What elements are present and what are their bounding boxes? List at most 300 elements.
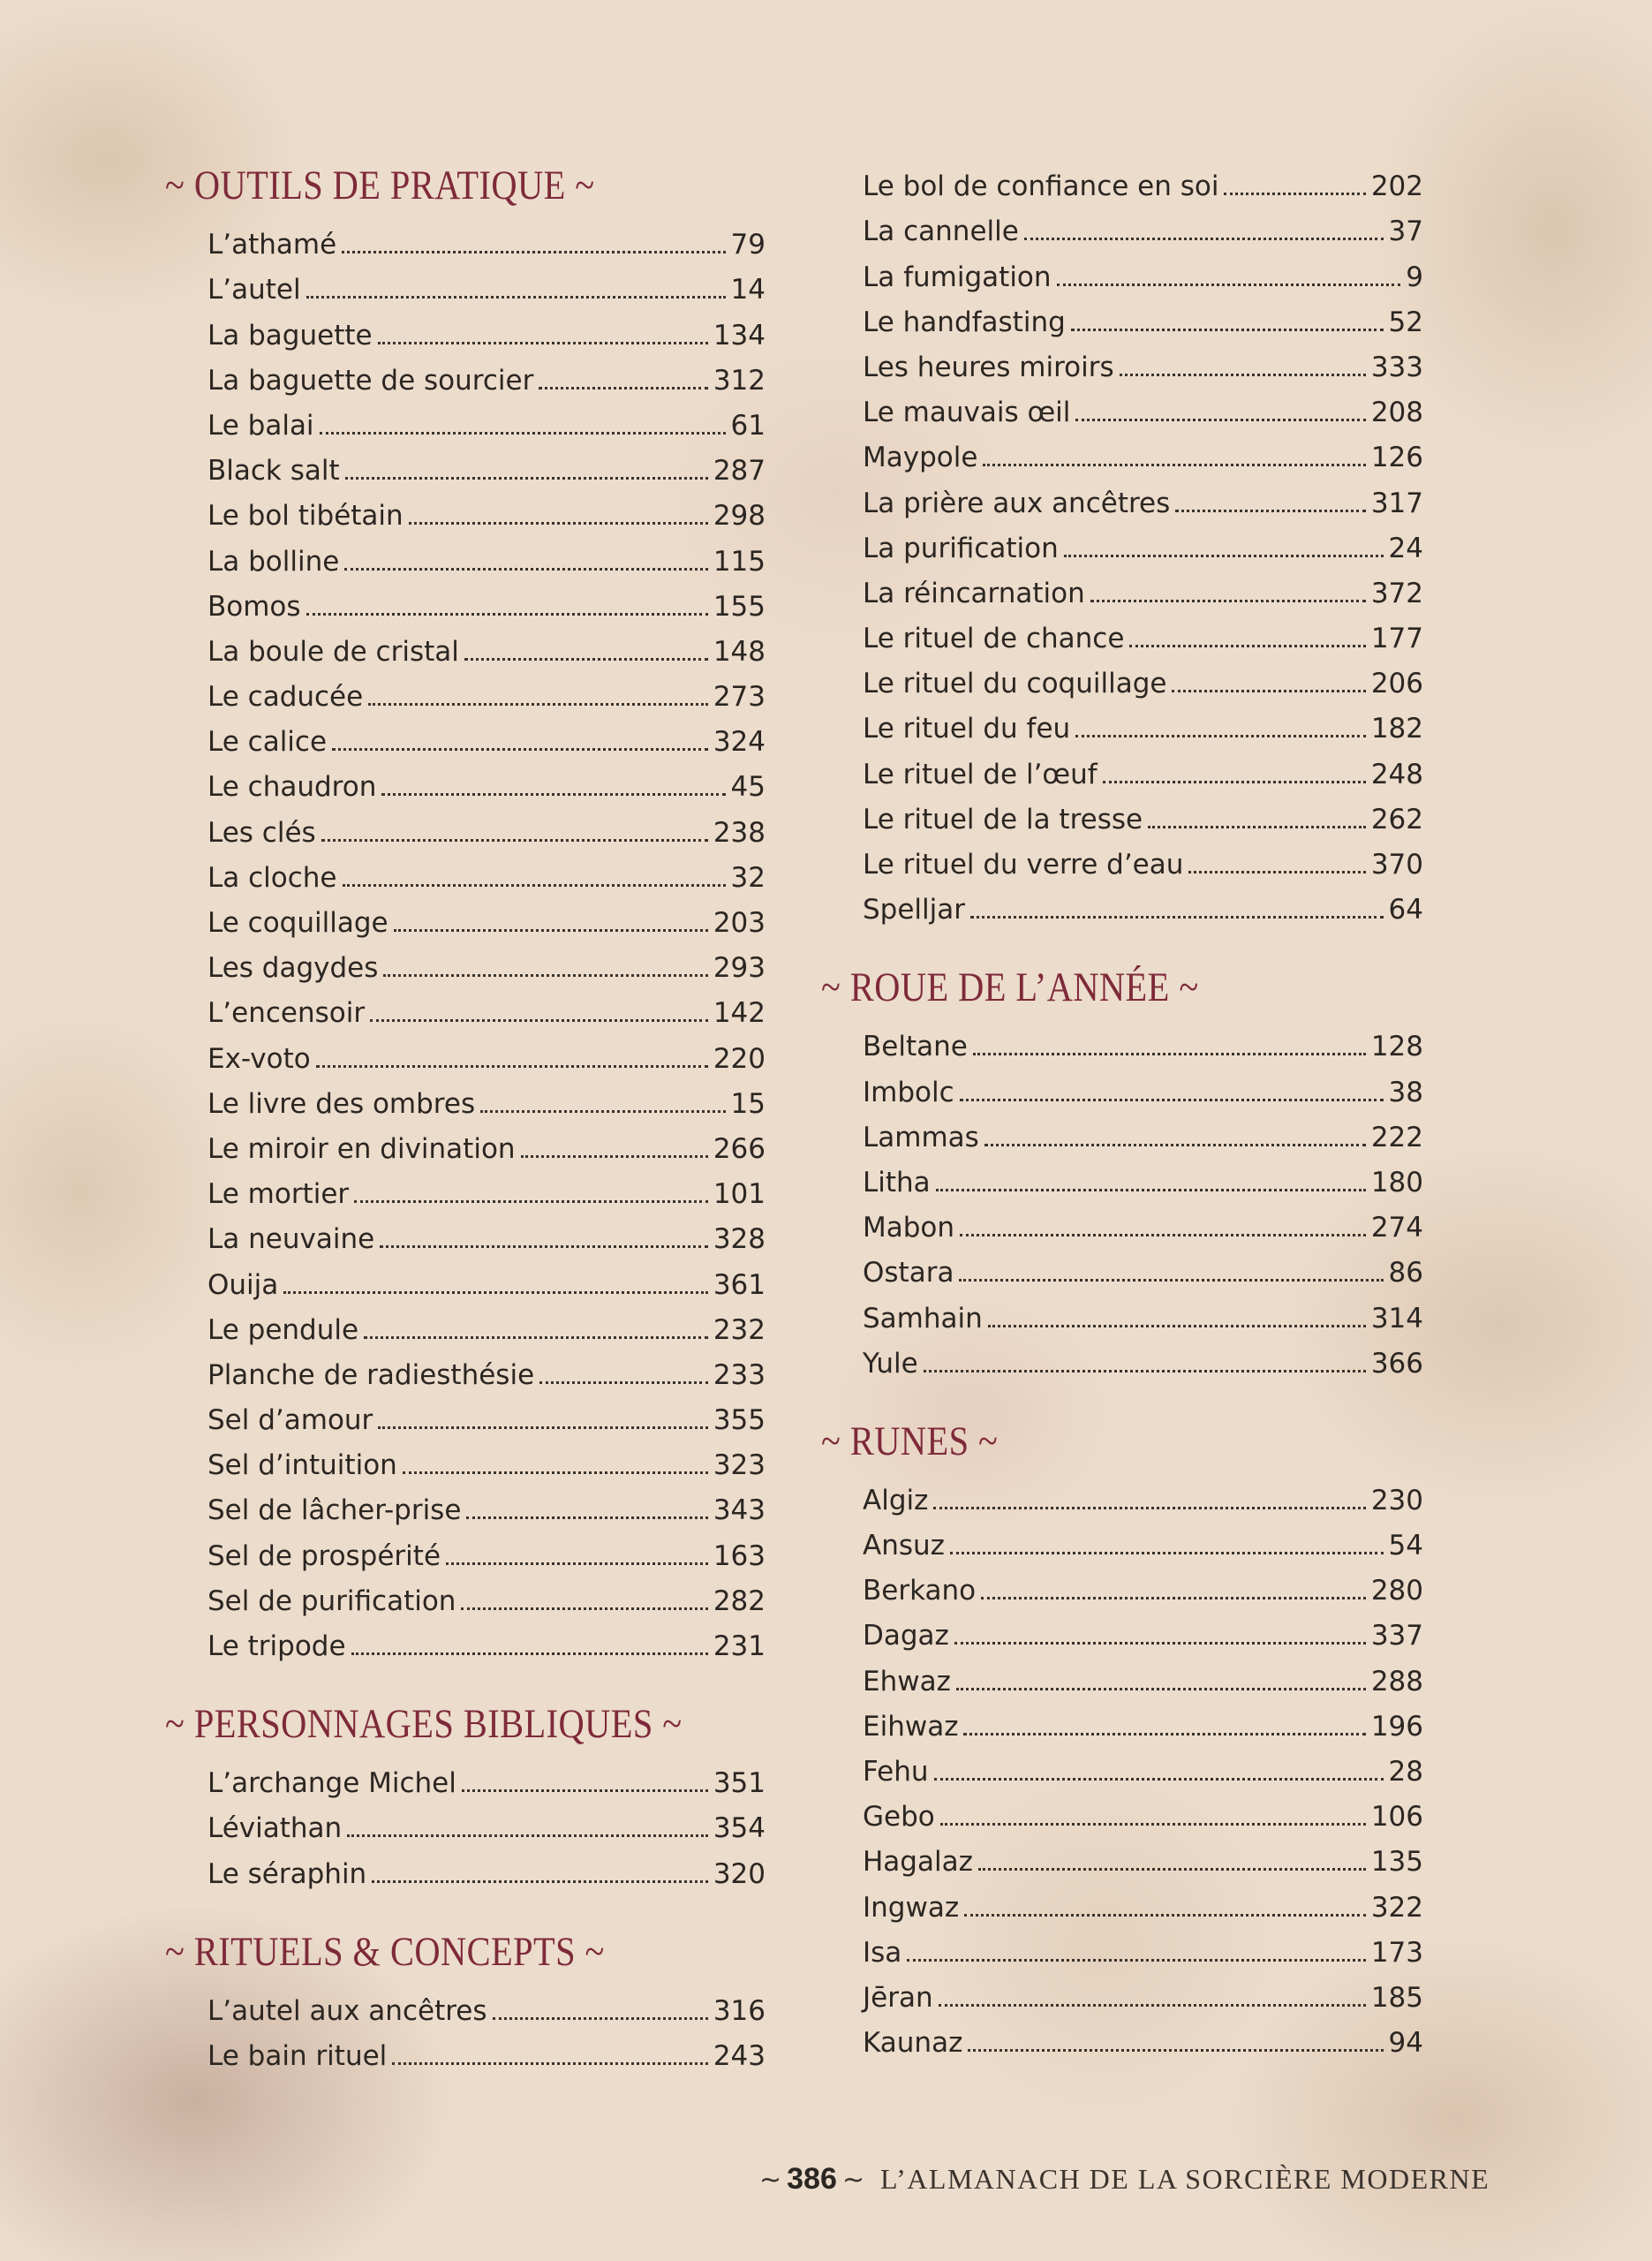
entry-page-number: 37 <box>1388 216 1423 248</box>
entry-name: Le mortier <box>207 1178 350 1211</box>
entry-page-number: 54 <box>1388 1530 1423 1562</box>
index-entry <box>207 1077 766 1122</box>
entry-name: Kaunaz <box>863 2027 963 2060</box>
entry-name: L’encensoir <box>207 997 366 1030</box>
index-entry <box>207 1483 766 1528</box>
index-entry <box>863 1699 1423 1744</box>
entry-page-number: 324 <box>713 726 766 759</box>
index-entry <box>207 217 766 262</box>
entry-page-number: 24 <box>1388 532 1423 564</box>
entry-name: Berkano <box>863 1575 977 1607</box>
entry-name: Le rituel de l’œuf <box>863 758 1098 790</box>
dot-leader <box>378 342 708 344</box>
section-title: ~ RITUELS & CONCEPTS ~ <box>165 1928 605 1975</box>
entry-page-number: 101 <box>713 1178 766 1211</box>
entry-name: La prière aux ancêtres <box>863 487 1171 519</box>
entry-page-number: 185 <box>1370 1981 1423 2014</box>
entry-name: La baguette de sourcier <box>207 364 534 397</box>
entry-name: Le bol de confiance en soi <box>863 170 1219 203</box>
entry-name: Gebo <box>863 1801 935 1834</box>
entry-page-number: 148 <box>713 635 766 668</box>
entry-name: Les heures miroirs <box>863 351 1114 383</box>
entry-page-number: 177 <box>1370 623 1423 655</box>
dot-leader <box>1129 645 1365 647</box>
entry-name: Planche de radiesthésie <box>207 1358 535 1391</box>
entry-page-number: 370 <box>1370 849 1423 881</box>
index-entry <box>207 1393 766 1438</box>
entry-page-number: 262 <box>1370 803 1423 836</box>
index-entry <box>207 1801 766 1846</box>
dot-leader <box>461 1607 707 1610</box>
entry-page-number: 9 <box>1406 261 1423 293</box>
index-entry <box>863 1200 1423 1245</box>
entry-name: Les clés <box>207 816 316 849</box>
index-list <box>207 1756 766 1892</box>
index-entry <box>863 340 1423 385</box>
entry-page-number: 366 <box>1370 1347 1423 1380</box>
dot-leader <box>347 1834 708 1837</box>
entry-name: Le chaudron <box>207 771 377 804</box>
index-entry <box>207 1257 766 1302</box>
index-entry <box>863 1290 1423 1335</box>
dot-leader <box>1172 690 1365 692</box>
index-entry <box>863 475 1423 520</box>
dot-leader <box>1057 284 1401 286</box>
dot-leader <box>480 1110 725 1113</box>
index-entry <box>207 1574 766 1619</box>
index-entry <box>863 1879 1423 1924</box>
dot-leader <box>466 1516 707 1519</box>
index-entry <box>207 262 766 307</box>
dot-leader <box>960 1234 1366 1236</box>
entry-page-number: 180 <box>1370 1166 1423 1199</box>
entry-name: Algiz <box>863 1484 929 1516</box>
index-entry <box>207 488 766 533</box>
entry-name: La réincarnation <box>863 577 1085 609</box>
entry-page-number: 134 <box>713 319 766 352</box>
dot-leader <box>403 1471 708 1474</box>
entry-page-number: 208 <box>1370 397 1423 429</box>
entry-page-number: 298 <box>713 500 766 533</box>
book-title: L’ALMANACH DE LA SORCIÈRE MODERNE <box>880 2163 1490 2195</box>
entry-page-number: 173 <box>1370 1936 1423 1969</box>
entry-page-number: 222 <box>1370 1121 1423 1153</box>
index-entry <box>863 746 1423 791</box>
entry-page-number: 106 <box>1370 1801 1423 1834</box>
entry-name: Le coquillage <box>207 907 388 939</box>
dot-leader <box>983 464 1365 466</box>
entry-page-number: 293 <box>713 952 766 985</box>
entry-page-number: 337 <box>1370 1620 1423 1652</box>
dot-leader <box>1188 871 1365 873</box>
dot-leader <box>320 432 726 435</box>
dot-leader <box>392 2062 708 2065</box>
dot-leader <box>1224 193 1365 195</box>
dot-leader <box>383 974 707 977</box>
entry-page-number: 372 <box>1370 577 1423 609</box>
index-entry <box>207 579 766 624</box>
entry-page-number: 142 <box>713 997 766 1030</box>
entry-name: Léviathan <box>207 1812 343 1845</box>
left-column <box>165 159 766 2074</box>
entry-page-number: 155 <box>713 590 766 623</box>
entry-name: Imbolc <box>863 1076 954 1108</box>
entry-name: La cannelle <box>863 216 1019 248</box>
section-title: ~ OUTILS DE PRATIQUE ~ <box>165 163 595 208</box>
entry-name: Black salt <box>207 455 340 488</box>
entry-name: Isa <box>863 1936 902 1969</box>
index-entry <box>863 385 1423 430</box>
dot-leader <box>964 1914 1366 1917</box>
entry-name: Beltane <box>863 1031 968 1063</box>
dot-leader <box>368 703 708 706</box>
entry-name: Sel d’intuition <box>207 1449 397 1482</box>
entry-name: Maypole <box>863 442 978 474</box>
index-list <box>863 159 1423 927</box>
entry-name: Ansuz <box>863 1530 945 1562</box>
entry-page-number: 230 <box>1370 1484 1423 1516</box>
index-entry <box>863 1834 1423 1879</box>
entry-page-number: 231 <box>713 1630 766 1662</box>
entry-page-number: 28 <box>1388 1756 1423 1788</box>
entry-page-number: 343 <box>713 1494 766 1527</box>
index-entry <box>207 1348 766 1393</box>
index-entry <box>207 760 766 805</box>
index-entry <box>863 159 1423 204</box>
entry-page-number: 128 <box>1370 1031 1423 1063</box>
dot-leader <box>1090 600 1366 602</box>
entry-name: Le rituel de chance <box>863 623 1125 655</box>
dot-leader <box>283 1291 708 1294</box>
index-entry <box>207 1212 766 1257</box>
entry-name: Les dagydes <box>207 952 379 985</box>
section-title: ~ ROUE DE L’ANNÉE ~ <box>821 964 1199 1011</box>
index-entry <box>863 882 1423 927</box>
index-entry <box>863 1518 1423 1563</box>
index-list <box>863 1473 1423 2061</box>
entry-page-number: 317 <box>1370 487 1423 519</box>
index-entry <box>863 1925 1423 1970</box>
entry-name: La bolline <box>207 545 340 578</box>
index-entry <box>863 837 1423 882</box>
entry-name: Le handfasting <box>863 306 1066 338</box>
index-entry <box>207 1984 766 2029</box>
index-entry <box>863 1019 1423 1064</box>
entry-page-number: 15 <box>730 1087 766 1120</box>
dot-leader <box>924 1370 1366 1372</box>
index-entry <box>207 715 766 760</box>
footer-tilde-left: ~ <box>759 2165 782 2196</box>
entry-page-number: 182 <box>1370 713 1423 745</box>
dot-leader <box>1075 735 1366 737</box>
dot-leader <box>963 1733 1365 1735</box>
dot-leader <box>394 929 708 932</box>
entry-name: Hagalaz <box>863 1846 973 1879</box>
entry-page-number: 323 <box>713 1449 766 1482</box>
entry-page-number: 243 <box>713 2039 766 2072</box>
entry-name: Le rituel du verre d’eau <box>863 849 1184 881</box>
index-entry <box>863 1608 1423 1653</box>
entry-page-number: 45 <box>730 771 766 804</box>
entry-name: Ex-voto <box>207 1042 311 1075</box>
entry-name: La baguette <box>207 319 373 352</box>
entry-page-number: 351 <box>713 1767 766 1800</box>
dot-leader <box>939 2004 1366 2007</box>
entry-name: Ouija <box>207 1268 279 1301</box>
index-entry <box>207 1031 766 1076</box>
entry-name: Samhain <box>863 1302 983 1335</box>
entry-name: Le séraphin <box>207 1857 367 1890</box>
entry-page-number: 248 <box>1370 758 1423 790</box>
index-entry <box>863 1336 1423 1381</box>
entry-page-number: 355 <box>713 1404 766 1437</box>
entry-page-number: 163 <box>713 1539 766 1572</box>
entry-page-number: 135 <box>1370 1846 1423 1879</box>
entry-name: La fumigation <box>863 261 1052 293</box>
index-list <box>207 1984 766 2074</box>
dot-leader <box>446 1562 708 1565</box>
entry-page-number: 288 <box>1370 1665 1423 1698</box>
index-entry <box>207 1303 766 1348</box>
dot-leader <box>306 613 708 616</box>
dot-leader <box>380 1245 708 1248</box>
index-entry <box>863 1110 1423 1155</box>
page-number: 386 <box>787 2162 837 2196</box>
dot-leader <box>940 1823 1366 1826</box>
index-entry <box>863 1970 1423 2015</box>
entry-name: Sel d’amour <box>207 1404 373 1437</box>
index-entry <box>863 1789 1423 1834</box>
entry-name: L’autel aux ancêtres <box>207 1994 487 2027</box>
entry-name: Le caducée <box>207 681 364 714</box>
entry-page-number: 238 <box>713 816 766 849</box>
index-entry <box>207 1167 766 1212</box>
index-entry <box>207 851 766 896</box>
dot-leader <box>984 1144 1366 1146</box>
entry-name: L’athamé <box>207 229 337 261</box>
entry-page-number: 202 <box>1370 170 1423 203</box>
dot-leader <box>378 1426 708 1429</box>
entry-page-number: 86 <box>1388 1257 1423 1289</box>
entry-name: Ehwaz <box>863 1665 951 1698</box>
entry-name: Le tripode <box>207 1630 346 1662</box>
entry-name: Yule <box>863 1347 918 1380</box>
index-entry <box>863 1155 1423 1200</box>
entry-name: La cloche <box>207 861 337 894</box>
dot-leader <box>981 1597 1366 1599</box>
dot-leader <box>933 1507 1365 1509</box>
entry-name: Sel de purification <box>207 1584 456 1617</box>
entry-name: Dagaz <box>863 1620 949 1652</box>
entry-name: Spelljar <box>863 894 966 926</box>
index-entry <box>207 669 766 715</box>
index-entry <box>207 1619 766 1664</box>
entry-name: Mabon <box>863 1212 955 1244</box>
dot-leader <box>493 2017 708 2020</box>
entry-name: Jēran <box>863 1981 933 2014</box>
index-entry <box>863 656 1423 701</box>
dot-leader <box>954 1642 1366 1645</box>
entry-page-number: 94 <box>1388 2027 1423 2060</box>
dot-leader <box>409 522 708 525</box>
section-rituels-continued <box>821 159 1423 927</box>
dot-leader <box>968 2049 1383 2052</box>
dot-leader <box>342 251 725 253</box>
dot-leader <box>950 1552 1384 1554</box>
entry-page-number: 233 <box>713 1358 766 1391</box>
dot-leader <box>956 1688 1366 1690</box>
entry-name: Le bain rituel <box>207 2039 388 2072</box>
dot-leader <box>381 793 725 796</box>
dot-leader <box>978 1868 1366 1871</box>
dot-leader <box>1120 374 1366 376</box>
dot-leader <box>321 839 708 842</box>
entry-page-number: 314 <box>1370 1302 1423 1335</box>
dot-leader <box>907 1959 1366 1962</box>
index-entry <box>207 941 766 986</box>
right-column <box>821 159 1423 2061</box>
section-outils-de-pratique <box>165 159 766 1664</box>
entry-page-number: 320 <box>713 1857 766 1890</box>
entry-name: Le miroir en divination <box>207 1132 516 1165</box>
dot-leader <box>960 1099 1384 1101</box>
index-list <box>863 1019 1423 1381</box>
index-entry <box>863 1744 1423 1789</box>
entry-name: Le bol tibétain <box>207 500 404 533</box>
entry-page-number: 64 <box>1388 894 1423 926</box>
index-entry <box>863 1563 1423 1608</box>
entry-name: Eihwaz <box>863 1710 959 1743</box>
entry-page-number: 61 <box>730 409 766 442</box>
dot-leader <box>351 1652 708 1655</box>
dot-leader <box>970 916 1384 919</box>
index-entry <box>207 398 766 443</box>
index-entry <box>863 2015 1423 2061</box>
dot-leader <box>345 477 708 480</box>
entry-name: La boule de cristal <box>207 635 459 668</box>
index-entry <box>207 533 766 578</box>
index-entry <box>863 792 1423 837</box>
index-entry <box>863 1473 1423 1518</box>
dot-leader <box>343 884 726 887</box>
entry-name: La purification <box>863 532 1059 564</box>
index-entry <box>207 805 766 850</box>
dot-leader <box>332 748 708 751</box>
index-entry <box>863 521 1423 566</box>
index-list <box>207 217 766 1664</box>
entry-page-number: 196 <box>1370 1710 1423 1743</box>
dot-leader <box>936 1189 1366 1191</box>
dot-leader <box>988 1325 1366 1327</box>
entry-page-number: 38 <box>1388 1076 1423 1108</box>
entry-name: L’autel <box>207 274 301 306</box>
section-rituels-et-concepts <box>165 1925 766 2074</box>
dot-leader <box>959 1279 1383 1282</box>
entry-page-number: 115 <box>713 545 766 578</box>
index-entry <box>207 986 766 1031</box>
index-entry <box>207 624 766 669</box>
entry-name: Le calice <box>207 726 328 759</box>
entry-page-number: 79 <box>730 229 766 261</box>
index-entry <box>207 896 766 941</box>
entry-name: Le pendule <box>207 1313 359 1346</box>
dot-leader <box>316 1065 708 1068</box>
dot-leader <box>364 1336 708 1339</box>
entry-name: Ingwaz <box>863 1891 960 1924</box>
dot-leader <box>973 1053 1366 1055</box>
dot-leader <box>1071 329 1384 331</box>
section-title: ~ RUNES ~ <box>821 1418 999 1464</box>
index-entry <box>863 1064 1423 1109</box>
section-personnages-bibliques <box>165 1698 766 1892</box>
entry-name: Le rituel du feu <box>863 713 1071 745</box>
index-entry <box>207 2029 766 2074</box>
entry-name: Le livre des ombres <box>207 1087 476 1120</box>
dot-leader <box>1103 781 1366 783</box>
index-entry <box>207 1122 766 1167</box>
entry-page-number: 287 <box>713 455 766 488</box>
entry-name: Sel de lâcher-prise <box>207 1494 462 1527</box>
entry-name: L’archange Michel <box>207 1767 456 1800</box>
footer-tilde-right: ~ <box>841 2165 865 2196</box>
dot-leader <box>539 1381 708 1384</box>
dot-leader <box>934 1778 1384 1781</box>
entry-page-number: 280 <box>1370 1575 1423 1607</box>
index-entry <box>863 204 1423 249</box>
index-entry <box>863 295 1423 340</box>
entry-page-number: 203 <box>713 907 766 939</box>
index-entry <box>863 1245 1423 1290</box>
entry-page-number: 220 <box>713 1042 766 1075</box>
index-entry <box>207 1438 766 1483</box>
index-entry <box>863 566 1423 611</box>
dot-leader <box>344 568 708 571</box>
dot-leader <box>521 1155 708 1158</box>
dot-leader <box>354 1200 708 1203</box>
index-entry <box>207 353 766 398</box>
entry-name: Ostara <box>863 1257 954 1289</box>
entry-name: Litha <box>863 1166 931 1199</box>
dot-leader <box>1075 419 1365 421</box>
dot-leader <box>370 1019 708 1022</box>
dot-leader <box>306 296 726 299</box>
entry-page-number: 52 <box>1388 306 1423 338</box>
entry-page-number: 322 <box>1370 1891 1423 1924</box>
index-entry <box>207 1846 766 1891</box>
index-entry <box>863 1653 1423 1698</box>
dot-leader <box>462 1789 708 1792</box>
entry-name: Le rituel de la tresse <box>863 803 1143 836</box>
entry-page-number: 274 <box>1370 1212 1423 1244</box>
entry-page-number: 312 <box>713 364 766 397</box>
index-entry <box>207 307 766 352</box>
entry-page-number: 361 <box>713 1268 766 1301</box>
dot-leader <box>372 1880 708 1883</box>
entry-page-number: 266 <box>713 1132 766 1165</box>
index-entry <box>863 249 1423 294</box>
entry-page-number: 32 <box>730 861 766 894</box>
entry-name: Bomos <box>207 590 301 623</box>
entry-page-number: 206 <box>1370 668 1423 700</box>
dot-leader <box>1175 510 1366 512</box>
entry-name: Lammas <box>863 1121 979 1153</box>
entry-name: Le rituel du coquillage <box>863 668 1167 700</box>
entry-name: Fehu <box>863 1756 929 1788</box>
entry-page-number: 273 <box>713 681 766 714</box>
section-runes <box>821 1415 1423 2061</box>
entry-page-number: 333 <box>1370 351 1423 383</box>
dot-leader <box>464 658 708 661</box>
